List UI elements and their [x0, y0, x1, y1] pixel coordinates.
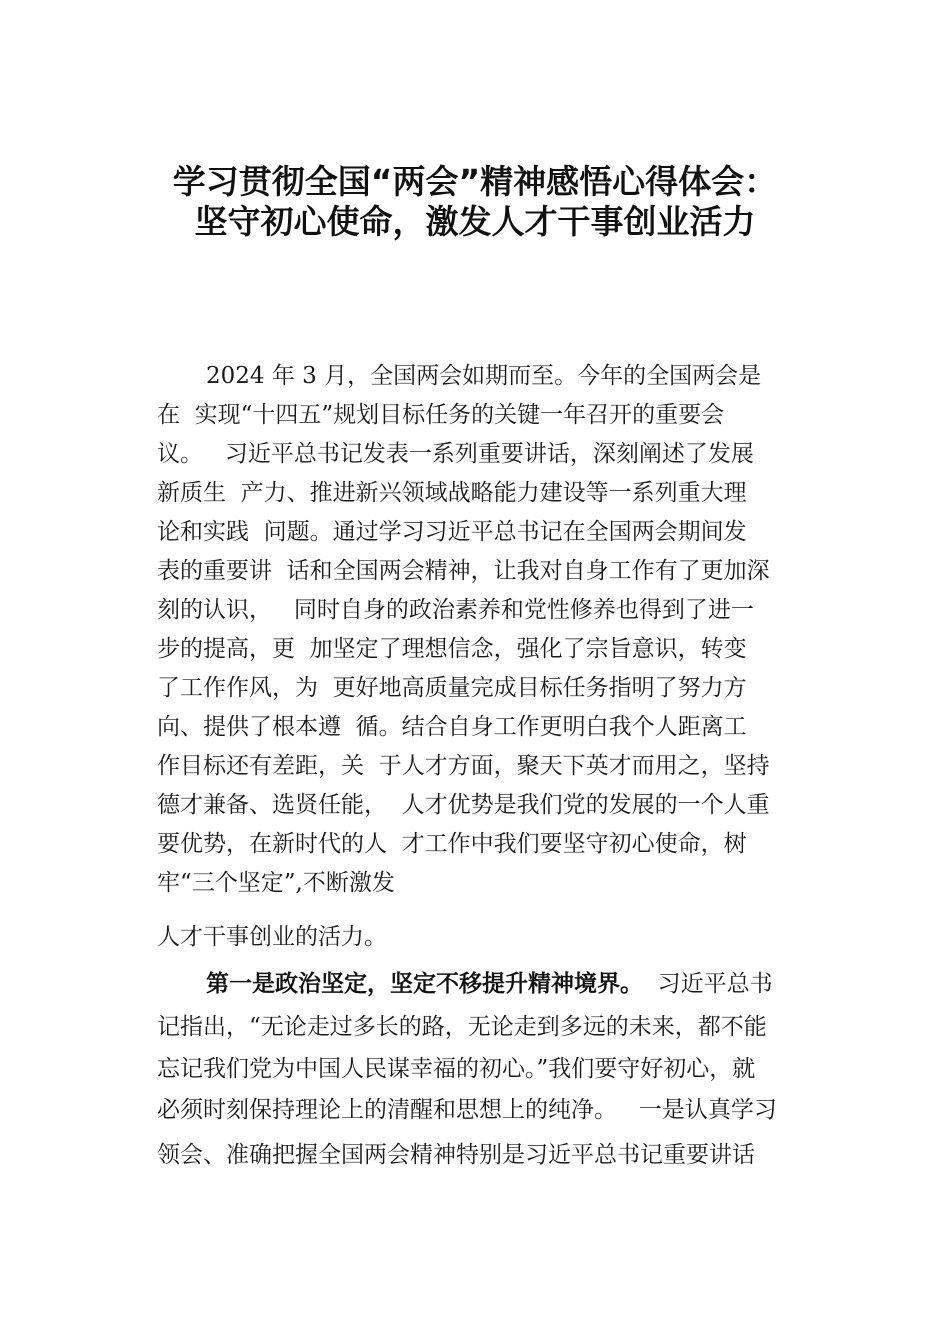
body-line: 牢“三个坚定”,不断激发: [157, 870, 395, 896]
body-line: 必须时刻保持理论上的清醒和思想上的纯净。 一是认真学习: [157, 1097, 777, 1123]
body-line: 忘记我们党为中国人民谋幸福的初心。”我们要守好初心，就: [157, 1056, 756, 1082]
body-line: 2024 年 3 月，全国两会如期而至。今年的全国两会是: [206, 363, 762, 389]
body-line: 议。 习近平总书记发表一系列重要讲话，深刻阐述了发展: [157, 441, 754, 467]
body-line: 向、提供了根本遵 循。结合自身工作更明白我个人距离工: [157, 714, 747, 740]
body-line: 在 实现“十四五”规划目标任务的关键一年召开的重要会: [157, 402, 725, 428]
body-line: 新质生 产力、推进新兴领域战略能力建设等一系列重大理: [157, 480, 747, 506]
body-line: 了工作作风，为 更好地高质量完成目标任务指明了努力方: [157, 675, 747, 701]
section-heading: 第一是政治坚定，坚定不移提升精神境界。: [206, 971, 643, 997]
section-heading-continuation: 习近平总书: [643, 971, 773, 997]
body-line: 作目标还有差距，关 于人才方面，聚天下英才而用之，坚持: [157, 753, 770, 779]
body-line: 步的提高，更 加坚定了理想信念，强化了宗旨意识，转变: [157, 636, 747, 662]
body-line: 论和实践 问题。通过学习习近平总书记在全国两会期间发: [157, 519, 747, 545]
body-line: 表的重要讲 话和全国两会精神，让我对自身工作有了更加深: [157, 558, 770, 584]
body-line: 刻的认识， 同时自身的政治素养和党性修养也得到了进一: [157, 597, 754, 623]
document-title-line-2: 坚守初心使命，激发人才干事创业活力: [194, 202, 756, 241]
document-title-line-1: 学习贯彻全国“两会”精神感悟心得体会：: [172, 162, 778, 201]
body-line: 记指出，“无论走过多长的路，无论走到多远的未来，都不能: [157, 1014, 767, 1040]
body-line: 德才兼备、选贤任能， 人才优势是我们党的发展的一个人重: [157, 792, 770, 818]
body-line: 人才干事创业的活力。: [157, 924, 387, 950]
body-line: 领会、准确把握全国两会精神特别是习近平总书记重要讲话: [157, 1142, 755, 1168]
section-heading-line: [206, 969, 773, 999]
body-line: 要优势，在新时代的人 才工作中我们要坚守初心使命，树: [157, 831, 747, 857]
